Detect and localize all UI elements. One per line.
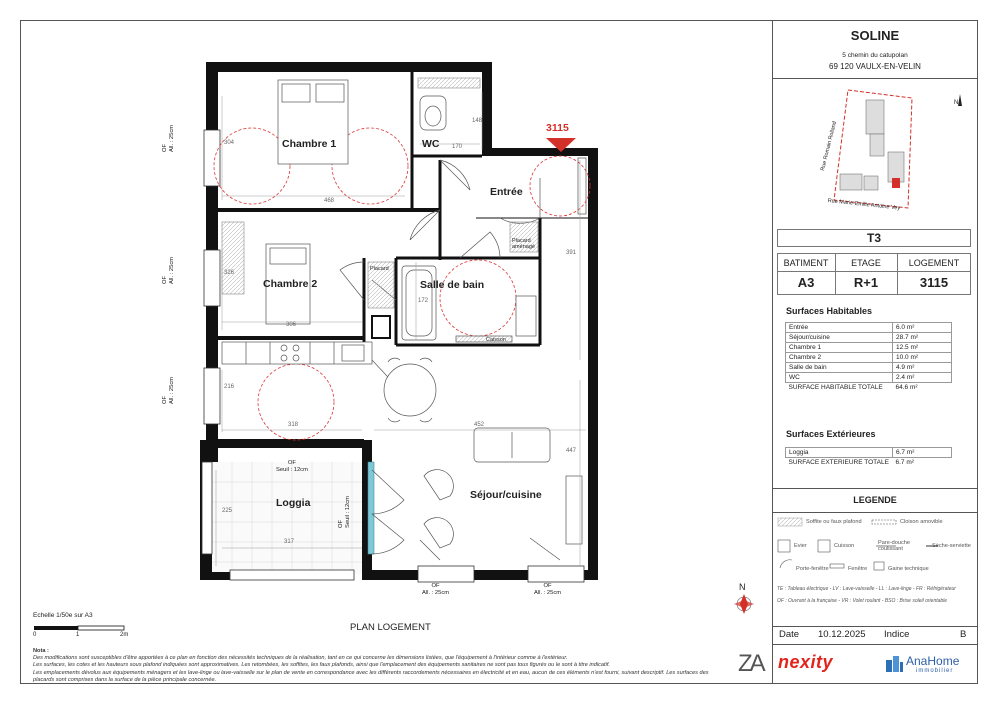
divider <box>772 488 978 489</box>
surfaces-exterieures-table <box>785 447 952 467</box>
table-row: Chambre 1 12.5 m² <box>786 343 952 353</box>
room-entree: Entrée <box>490 186 523 198</box>
loggia-door-label: OF Seuil : 12cm <box>276 460 308 473</box>
dim-sejour-h: 447 <box>566 448 577 454</box>
dim-kitchen-h: 216 <box>224 384 235 390</box>
sofa <box>474 428 550 462</box>
unit-type: T3 <box>866 231 881 245</box>
north-arrow-icon <box>734 594 754 614</box>
value-logement: 3115 <box>919 275 949 290</box>
surfaces-habitables-title: Surfaces Habitables <box>786 306 873 316</box>
indice-label: Indice <box>884 629 910 640</box>
dim-c1-h: 304 <box>224 140 235 146</box>
kitchen-counter <box>222 342 372 364</box>
project-name: SOLINE <box>850 28 900 43</box>
loggia-glazing <box>368 462 374 554</box>
tv-unit <box>566 476 582 544</box>
legend-item-pare-douche: Pare-douche coulissant <box>878 540 911 552</box>
project-address-2: 69 120 VAULX-EN-VELIN <box>829 62 921 71</box>
scale-tick-0: 0 <box>33 632 37 638</box>
room-chambre-1: Chambre 1 <box>282 138 337 150</box>
window-label-3: OF All. : 25cm <box>162 376 175 404</box>
wc-fixtures <box>420 96 446 130</box>
surfaces-exterieures-title: Surfaces Extérieures <box>786 429 876 439</box>
dim-sdb-h: 172 <box>418 298 429 304</box>
placard-amenage-label: Placard aménagé <box>512 238 535 250</box>
date-label: Date <box>779 629 800 640</box>
room-sejour-cuisine: Séjour/cuisine <box>470 489 542 501</box>
table-row-total: SURFACE HABITABLE TOTALE 64.6 m² <box>788 384 918 391</box>
plan-title: PLAN LOGEMENT <box>350 622 431 633</box>
window-label-5: OF All. : 25cm <box>534 583 562 596</box>
room-salle-de-bain: Salle de bain <box>420 279 485 291</box>
notes-block <box>33 648 723 684</box>
unit-marker-number: 3115 <box>546 122 569 134</box>
bathroom-fixtures <box>402 266 536 342</box>
legend-item-cloison: Cloison amovible <box>900 519 943 525</box>
table-row: Entrée 6.0 m² <box>786 323 952 333</box>
room-chambre-2: Chambre 2 <box>263 278 318 290</box>
architect-logo: ZA <box>738 650 763 677</box>
legend-item-seche-serviette: Sèche-serviette <box>932 543 971 549</box>
dim-wc-w: 170 <box>452 144 463 150</box>
value-batiment: A3 <box>797 275 815 290</box>
scale-label: Echelle 1/50e sur A3 <box>33 612 93 619</box>
scale-tick-1: 1 <box>76 632 80 638</box>
dim-wc-h: 148 <box>472 118 483 124</box>
legend-abbrev-1: TE : Tableau électrique - LV : Lave-vaisselle - LL : Lave-linge - FR : Réfrigérateur <box>777 586 956 592</box>
placard-label: Placard <box>370 266 389 272</box>
divider <box>772 626 978 627</box>
legend-abbrev-2: OF : Ouvrant à la française - VR : Volet roulant - BSO : Brise soleil orientable <box>777 598 948 604</box>
dim-c2-w: 306 <box>286 322 297 328</box>
legend-title: LEGENDE <box>853 495 897 505</box>
dim-c1-w: 468 <box>324 198 335 204</box>
dim-sejour-w: 452 <box>474 422 485 428</box>
table-row: Loggia 6.7 m² <box>786 448 952 458</box>
header-etage: ETAGE <box>851 258 881 268</box>
dim-loggia-h: 225 <box>222 508 233 514</box>
header-logement: LOGEMENT <box>908 258 960 268</box>
notes-title: Nota : <box>33 648 49 654</box>
header-batiment: BATIMENT <box>783 258 829 268</box>
indice-value: B <box>960 629 967 640</box>
anahome-logo-icon <box>884 654 904 674</box>
divider <box>772 512 978 513</box>
scale-bar <box>34 626 124 630</box>
anahome-sub: immobilier <box>916 668 954 674</box>
legend-item-cuisson: Cuisson <box>834 543 855 549</box>
legend-item-gaine: Gaine technique <box>888 566 929 572</box>
legend-item-fenetre: Fenêtre <box>848 566 868 572</box>
legend-item-porte-fenetre: Porte-fenêtre <box>796 566 829 572</box>
street-label-1: Rue Romain Rolland <box>820 120 839 172</box>
table-row: Chambre 2 10.0 m² <box>786 353 952 363</box>
notes-line-3: Les emplacements dévolus aux équipements ménagers et les lave-linge ou lave-vaisselle sur le plan de vente en correspondance avec les différents raccordements nécessaires en électricité et en eau, aucun de ces éléments n'est fourni, suivant descriptif. Les surfaces des placards sont comprises dans la surface de la pièce principale concernée. <box>33 669 709 683</box>
caisson-label: Caisson <box>486 337 506 343</box>
armchairs <box>424 470 453 548</box>
divider <box>772 78 978 79</box>
notes-line-2: Les surfaces, les cotes et les hauteurs sous plafond indiquées sont approximatives. Les retombées, les soffites, les faux plafonds, ainsi que l'emplacement des équipements sanitaires ne sont pas tous figurés ou le sont à titre indicatif. <box>33 662 610 669</box>
divider <box>772 644 978 645</box>
nexity-logo: nexity <box>778 652 834 672</box>
loggia-side-door-label: OF Seuil : 12cm <box>338 496 351 528</box>
legend-item-evier: Evier <box>794 543 807 549</box>
site-north-label: N <box>954 100 959 106</box>
room-loggia: Loggia <box>276 497 311 509</box>
scale-tick-2: 2m <box>120 632 129 638</box>
date-value: 10.12.2025 <box>818 629 866 640</box>
dim-loggia-w: 317 <box>284 539 295 545</box>
entry-frame <box>578 158 586 214</box>
anahome-logo: AnaHome <box>906 654 960 668</box>
north-label: N <box>739 582 746 592</box>
value-etage: R+1 <box>853 275 879 290</box>
site-map <box>776 82 974 222</box>
window-label-4: OF All. : 25cm <box>422 583 450 596</box>
table-row: Séjour/cuisine 28.7 m² <box>786 333 952 343</box>
surfaces-habitables-table <box>785 322 952 392</box>
dining-table <box>384 358 436 422</box>
legend-item-soffite: Soffite ou faux plafond <box>806 519 862 525</box>
divider <box>777 271 971 272</box>
table-row: WC 2.4 m² <box>786 373 952 383</box>
dim-c2-h: 326 <box>224 270 235 276</box>
table-row-total: SURFACE EXTERIEURE TOTALE 6.7 m² <box>788 459 914 466</box>
dim-entree-h: 391 <box>566 250 577 256</box>
window-label-1: OF All. : 25cm <box>162 124 175 152</box>
dim-kitchen-w: 318 <box>288 422 299 428</box>
street-label-2: Rue Marie-Emilie Antoine Vey <box>827 198 901 212</box>
room-wc: WC <box>422 138 440 150</box>
project-address-1: 5 chemin du catupolan <box>842 52 908 59</box>
notes-line-1: Des modifications sont susceptibles d'être apportées à ce plan en fonction des nécessités techniques de la réalisation, tant en ce qui concerne les dimensions listées, que l'équipement à l'intérieur comme à l'extérieur. <box>33 655 568 662</box>
table-row: Salle de bain 4.9 m² <box>786 363 952 373</box>
window-label-2: OF All. : 25cm <box>162 256 175 284</box>
